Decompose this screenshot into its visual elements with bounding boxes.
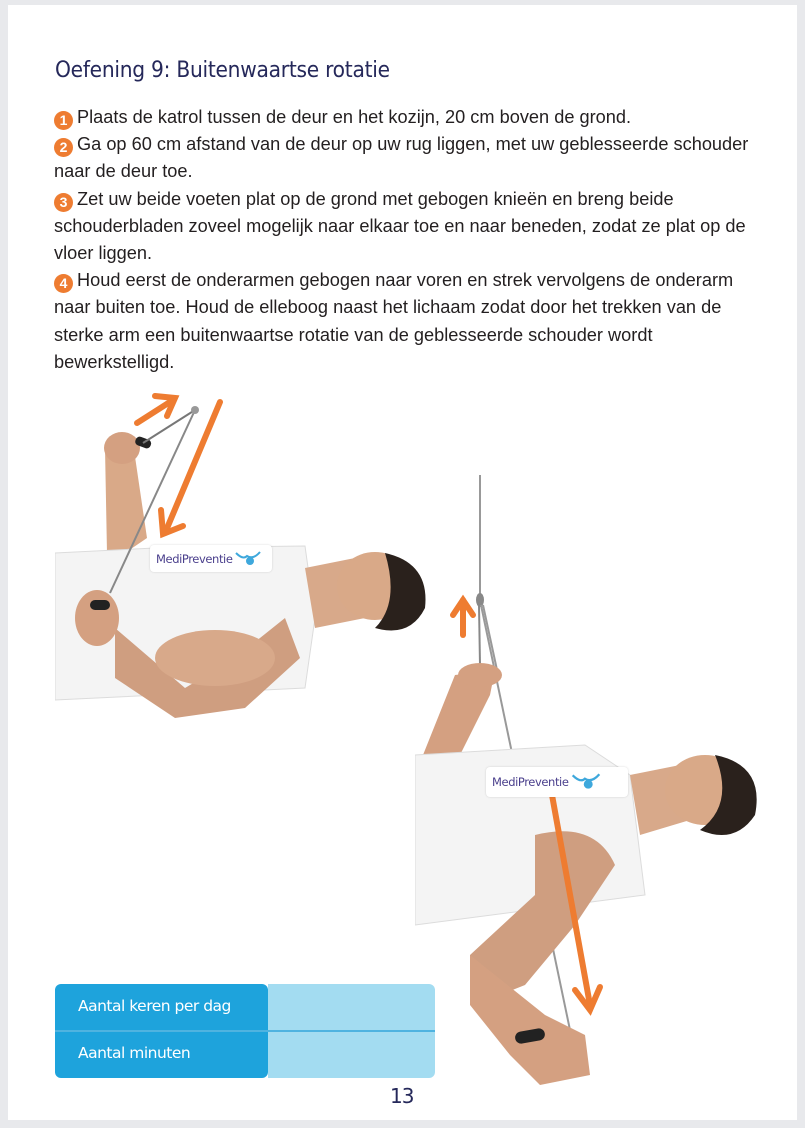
- step-text: Houd eerst de onderarmen gebogen naar voren en strek vervolgens de onderarm naar buiten toe. Houd de elleboog naast het lichaam zodat door het trekken van de sterke arm een buitenwaartse rotatie van de geblesseerde schouder wordt bewerkstelligd.: [54, 270, 734, 372]
- minutes-label: Aantal minuten: [78, 1044, 191, 1062]
- step-text: Plaats de katrol tussen de deur en het kozijn, 20 cm boven de grond.: [77, 107, 632, 127]
- page-number: 13: [390, 1084, 414, 1108]
- step-1: [54, 104, 754, 131]
- step-number-badge: 1: [54, 111, 73, 130]
- brand-logo-text: MediPreventie: [156, 551, 233, 566]
- document-page: [8, 5, 797, 1120]
- exercise-photo-start: [55, 388, 435, 718]
- table-value-column: [268, 984, 435, 1078]
- step-text: Zet uw beide voeten plat op de grond met gebogen knieën en breng beide schouderbladen zoveel mogelijk naar elkaar toe en naar beneden, zodat ze plat op de vloer liggen.: [54, 188, 746, 264]
- page-title: Oefening 9: Buitenwaartse rotatie: [55, 57, 390, 83]
- times-per-day-label: Aantal keren per dag: [78, 997, 231, 1015]
- step-text: Ga op 60 cm afstand van de deur op uw rug liggen, met uw geblesseerde schouder naar de deur toe.: [54, 134, 749, 182]
- step-number-badge: 3: [54, 193, 73, 212]
- exercise-photo-end: [415, 475, 770, 1085]
- step-number-badge: 2: [54, 138, 73, 157]
- step-3: [54, 186, 754, 268]
- times-per-day-field[interactable]: [268, 984, 435, 1031]
- step-number-badge: 4: [54, 274, 73, 293]
- step-2: [54, 131, 754, 185]
- table-label-column: [55, 984, 268, 1078]
- brand-logo: [486, 767, 628, 797]
- brand-logo-text: MediPreventie: [492, 775, 569, 789]
- schedule-table: [55, 984, 435, 1078]
- minutes-field[interactable]: [268, 1031, 435, 1078]
- table-row: [55, 1031, 268, 1078]
- step-4: [54, 267, 754, 376]
- brand-figure-icon: [235, 550, 261, 568]
- brand-figure-icon: [571, 772, 601, 792]
- table-row: [55, 984, 268, 1031]
- brand-logo: [150, 545, 272, 572]
- direction-arrow-icon: [137, 396, 220, 534]
- instruction-steps: [54, 104, 754, 376]
